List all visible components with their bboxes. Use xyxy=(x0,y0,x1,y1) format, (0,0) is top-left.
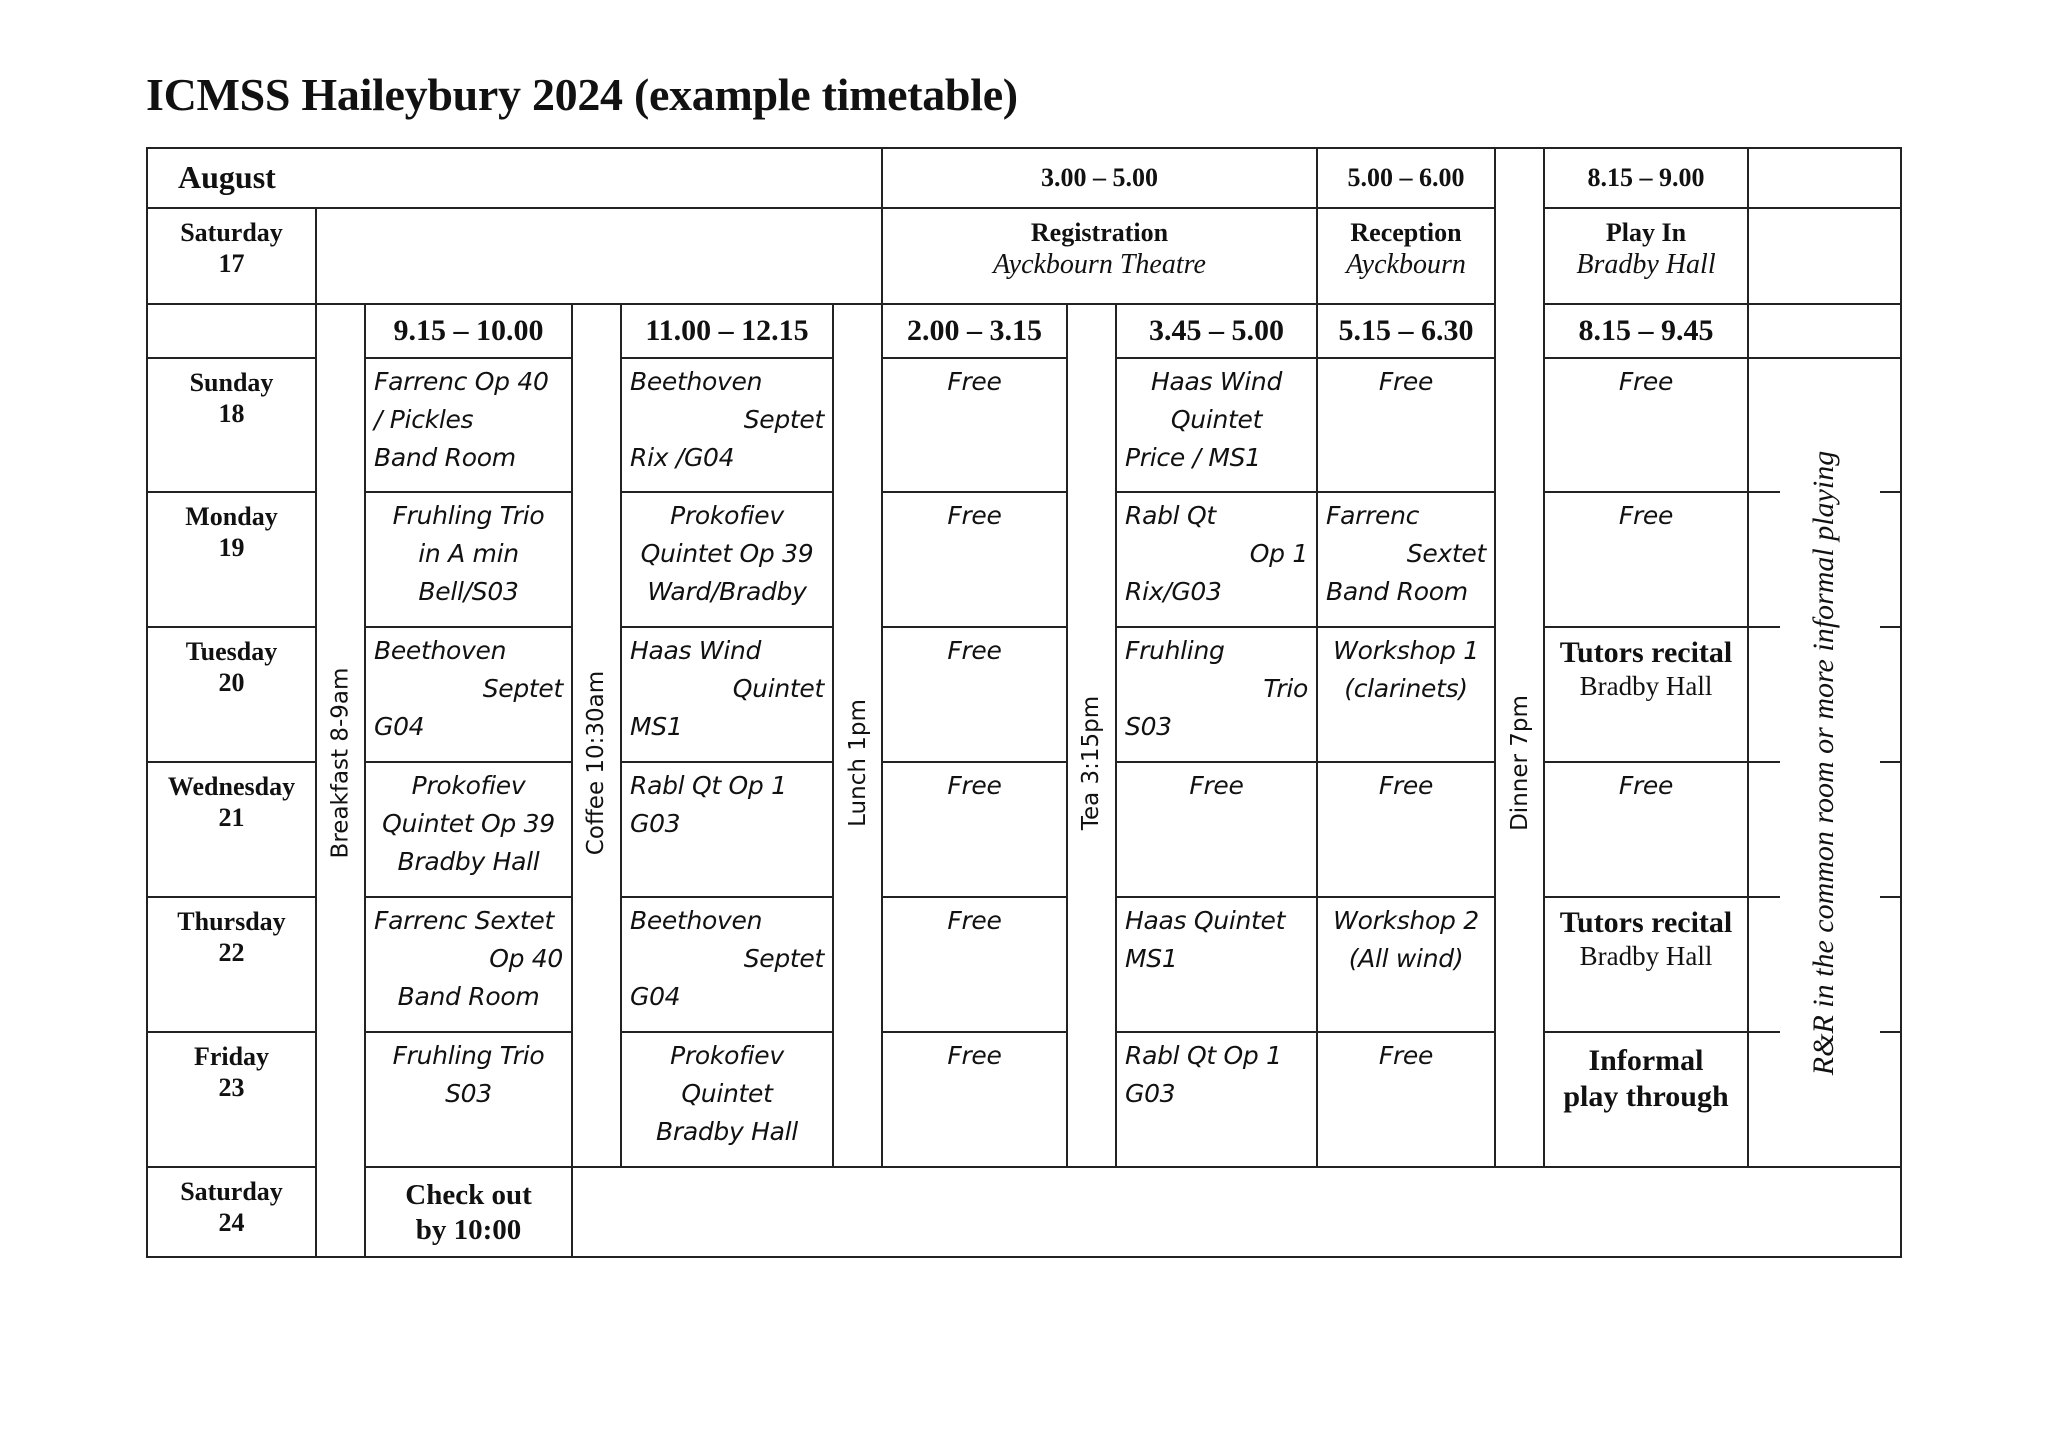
session-cell xyxy=(1543,761,1749,898)
session-text: Free xyxy=(947,1041,1002,1070)
session-cell xyxy=(364,1031,573,1168)
session-text: Op 40 xyxy=(489,944,563,973)
session-text: Quintet xyxy=(732,674,824,703)
month-label: August xyxy=(178,159,276,195)
session-text: Free xyxy=(947,501,1002,530)
session-text: Prokofiev xyxy=(411,771,526,800)
event-title: Tutors recital xyxy=(1559,906,1733,939)
event-title: Reception xyxy=(1350,218,1462,247)
day-label-tuesday xyxy=(146,626,317,763)
day-name: Saturday xyxy=(180,1177,283,1206)
day-label-friday xyxy=(146,1031,317,1168)
row-divider-stub xyxy=(1747,1031,1780,1033)
row-divider-stub xyxy=(1747,761,1780,763)
event-tutors-recital xyxy=(1543,626,1749,763)
empty-cell xyxy=(1747,207,1902,305)
session-text: Quintet xyxy=(681,1079,773,1108)
session-text: Fruhling xyxy=(1125,636,1225,665)
day-date: 23 xyxy=(218,1073,245,1102)
session-text: Bradby Hall xyxy=(656,1117,798,1146)
event-reception xyxy=(1316,207,1496,305)
session-text: Workshop 2 xyxy=(1333,906,1479,935)
session-cell xyxy=(1115,357,1318,493)
session-text: G04 xyxy=(374,712,425,741)
time-label: 9.15 – 10.00 xyxy=(393,314,544,347)
arrival-time-registration xyxy=(881,147,1318,209)
session-time-4 xyxy=(1115,303,1318,359)
session-cell xyxy=(881,491,1068,628)
time-label: 3.45 – 5.00 xyxy=(1149,314,1284,347)
session-text: S03 xyxy=(1125,712,1172,741)
session-cell xyxy=(620,896,834,1033)
session-cell xyxy=(1543,491,1749,628)
event-informal-play-through xyxy=(1543,1031,1749,1168)
session-cell xyxy=(881,357,1068,493)
session-text: Fruhling Trio xyxy=(392,501,545,530)
breakfast-break-label-wrap xyxy=(315,357,366,1168)
session-cell xyxy=(364,896,573,1033)
session-text: Rix/G03 xyxy=(1125,577,1222,606)
arrival-time-playin xyxy=(1543,147,1749,209)
time-label: 2.00 – 3.15 xyxy=(907,314,1042,347)
session-text: Haas Quintet xyxy=(1125,906,1286,935)
session-text: Farrenc xyxy=(1326,501,1420,530)
session-text: S03 xyxy=(445,1079,492,1108)
event-check-out xyxy=(364,1166,573,1258)
breakfast-break-label: Breakfast 8-9am xyxy=(327,667,354,858)
session-text: Free xyxy=(1189,771,1244,800)
event-venue: Bradby Hall xyxy=(1576,249,1716,280)
session-text: Quintet Op 39 xyxy=(382,809,555,838)
event-venue: Bradby Hall xyxy=(1579,671,1713,701)
session-text: Fruhling Trio xyxy=(392,1041,545,1070)
session-text: Septet xyxy=(743,405,824,434)
session-cell xyxy=(1316,357,1496,493)
session-cell xyxy=(881,761,1068,898)
session-text: Price / MS1 xyxy=(1125,443,1261,472)
day-label-wednesday xyxy=(146,761,317,898)
row-divider-stub xyxy=(1747,491,1780,493)
session-time-1 xyxy=(364,303,573,359)
row-divider-stub xyxy=(1880,491,1902,493)
session-text: Band Room xyxy=(397,982,540,1011)
row-divider-stub xyxy=(1880,1031,1902,1033)
session-cell xyxy=(1316,626,1496,763)
session-cell xyxy=(364,626,573,763)
session-cell xyxy=(881,896,1068,1033)
session-text: Quintet Op 39 xyxy=(640,539,814,568)
event-title: Tutors recital xyxy=(1559,636,1733,669)
day-date: 19 xyxy=(218,533,245,562)
arrival-time-reception xyxy=(1316,147,1496,209)
day-name: Saturday xyxy=(180,218,283,247)
session-cell xyxy=(620,1031,834,1168)
day-name: Sunday xyxy=(189,368,274,397)
session-cell xyxy=(881,1031,1068,1168)
event-tutors-recital xyxy=(1543,896,1749,1033)
event-title: play through xyxy=(1563,1080,1729,1113)
session-text: / Pickles xyxy=(374,405,474,434)
session-text: G03 xyxy=(630,809,681,838)
session-text: Prokofiev xyxy=(670,501,784,530)
session-cell xyxy=(1316,1031,1496,1168)
session-cell xyxy=(1115,626,1318,763)
session-text: Trio xyxy=(1263,674,1308,703)
session-text: G03 xyxy=(1125,1079,1176,1108)
session-time-6 xyxy=(1543,303,1749,359)
session-cell xyxy=(1316,491,1496,628)
event-title: Registration xyxy=(1030,218,1169,247)
session-text: Haas Wind xyxy=(1150,367,1283,396)
event-title: Check out xyxy=(405,1179,532,1211)
month-header-cell xyxy=(146,147,883,209)
time-label: 3.00 – 5.00 xyxy=(1041,163,1158,192)
day-date: 24 xyxy=(218,1208,245,1237)
session-time-2 xyxy=(620,303,834,359)
day-name: Tuesday xyxy=(185,637,278,666)
tea-break-label: Tea 3:15pm xyxy=(1078,695,1105,830)
time-label: 8.15 – 9.00 xyxy=(1587,163,1705,192)
day-name: Monday xyxy=(185,502,278,531)
row-divider-stub xyxy=(1880,626,1902,628)
day-name: Friday xyxy=(193,1042,270,1071)
session-text: Free xyxy=(947,906,1002,935)
session-text: Beethoven xyxy=(630,906,763,935)
lunch-break-label: Lunch 1pm xyxy=(844,698,871,827)
session-cell xyxy=(1316,761,1496,898)
session-text: Rabl Qt Op 1 xyxy=(630,771,787,800)
session-text: Free xyxy=(1378,771,1434,800)
session-text: Quintet xyxy=(1170,405,1263,434)
session-text: Rix /G04 xyxy=(630,443,735,472)
empty-cell xyxy=(1747,147,1902,209)
coffee-break-label-wrap xyxy=(571,357,622,1168)
session-text: Beethoven xyxy=(374,636,507,665)
row-divider-stub xyxy=(1747,626,1780,628)
session-text: Farrenc Sextet xyxy=(374,906,555,935)
event-venue: Ayckbourn Theatre xyxy=(993,249,1206,280)
row-divider-stub xyxy=(1747,896,1780,898)
session-time-3 xyxy=(881,303,1068,359)
session-text: Free xyxy=(1618,501,1674,530)
day-label-saturday-17 xyxy=(146,207,317,305)
dinner-break-label-wrap xyxy=(1494,357,1545,1168)
session-cell xyxy=(1115,761,1318,898)
session-cell xyxy=(881,626,1068,763)
empty-cell xyxy=(315,207,883,305)
session-cell xyxy=(620,357,834,493)
event-title: Informal xyxy=(1588,1044,1704,1077)
coffee-break-label: Coffee 10:30am xyxy=(583,670,610,855)
session-text: Free xyxy=(947,636,1002,665)
day-date: 17 xyxy=(218,249,245,278)
evening-note-label: R&R in the common room or more informal playing xyxy=(1807,450,1841,1075)
session-text: Free xyxy=(1378,367,1434,396)
empty-cell xyxy=(571,1166,1902,1258)
empty-cell xyxy=(1747,303,1902,359)
session-text: Beethoven xyxy=(630,367,763,396)
time-label: 8.15 – 9.45 xyxy=(1578,314,1714,347)
session-text: Band Room xyxy=(1326,577,1468,606)
session-text: Farrenc Op 40 xyxy=(374,367,549,396)
session-cell xyxy=(1316,896,1496,1033)
page-title: ICMSS Haileybury 2024 (example timetable) xyxy=(146,69,1018,120)
session-cell xyxy=(364,357,573,493)
session-text: MS1 xyxy=(630,712,683,741)
session-text: Prokofiev xyxy=(670,1041,784,1070)
session-text: Bradby Hall xyxy=(397,847,540,876)
row-divider-stub xyxy=(1880,896,1902,898)
empty-cell xyxy=(146,303,317,359)
session-cell xyxy=(620,761,834,898)
session-text: Free xyxy=(1618,771,1674,800)
session-text: Free xyxy=(1378,1041,1434,1070)
session-cell xyxy=(1115,491,1318,628)
session-text: G04 xyxy=(630,982,681,1011)
session-text: (All wind) xyxy=(1348,944,1464,973)
event-title: by 10:00 xyxy=(415,1214,522,1246)
session-text: Rabl Qt Op 1 xyxy=(1125,1041,1282,1070)
event-venue: Ayckbourn xyxy=(1346,249,1466,280)
session-text: (clarinets) xyxy=(1344,674,1468,703)
session-cell xyxy=(1543,357,1749,493)
time-label: 11.00 – 12.15 xyxy=(645,314,809,347)
session-text: Rabl Qt xyxy=(1125,501,1216,530)
day-name: Wednesday xyxy=(167,772,296,801)
day-date: 20 xyxy=(218,668,245,697)
event-registration xyxy=(881,207,1318,305)
time-label: 5.00 – 6.00 xyxy=(1347,163,1465,192)
session-text: Free xyxy=(947,367,1002,396)
session-text: Sextet xyxy=(1406,539,1486,568)
session-text: Op 1 xyxy=(1249,539,1308,568)
event-play-in xyxy=(1543,207,1749,305)
session-text: Free xyxy=(947,771,1002,800)
session-cell xyxy=(364,491,573,628)
day-date: 21 xyxy=(218,803,245,832)
session-cell xyxy=(1115,1031,1318,1168)
session-text: Septet xyxy=(743,944,824,973)
day-date: 22 xyxy=(218,938,245,967)
day-label-thursday xyxy=(146,896,317,1033)
session-text: MS1 xyxy=(1125,944,1178,973)
session-text: Haas Wind xyxy=(630,636,762,665)
session-text: in A min xyxy=(418,539,519,568)
dinner-break-label: Dinner 7pm xyxy=(1506,694,1533,831)
session-cell xyxy=(620,626,834,763)
event-venue: Bradby Hall xyxy=(1579,941,1713,971)
day-name: Thursday xyxy=(177,907,286,936)
session-text: Bell/S03 xyxy=(418,577,519,606)
day-label-saturday-24 xyxy=(146,1166,317,1258)
time-label: 5.15 – 6.30 xyxy=(1338,314,1474,347)
session-text: Septet xyxy=(482,674,563,703)
session-time-5 xyxy=(1316,303,1496,359)
session-cell xyxy=(620,491,834,628)
day-label-sunday xyxy=(146,357,317,493)
session-text: Band Room xyxy=(374,443,516,472)
day-date: 18 xyxy=(218,399,245,428)
row-divider-stub xyxy=(1880,761,1902,763)
session-text: Ward/Bradby xyxy=(647,577,807,606)
lunch-break-label-wrap xyxy=(832,357,883,1168)
session-text: Workshop 1 xyxy=(1333,636,1479,665)
event-title: Play In xyxy=(1605,218,1687,247)
session-text: Free xyxy=(1618,367,1674,396)
tea-break-label-wrap xyxy=(1066,357,1117,1168)
session-cell xyxy=(1115,896,1318,1033)
day-label-monday xyxy=(146,491,317,628)
session-cell xyxy=(364,761,573,898)
